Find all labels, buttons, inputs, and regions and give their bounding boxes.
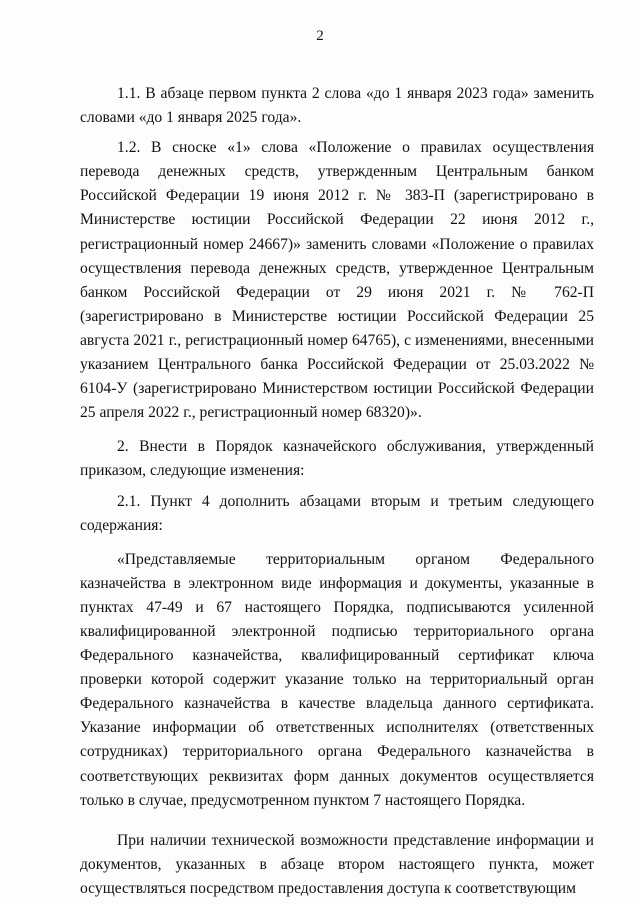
paragraph-technical-access: При наличии технической возможности представление информации и документов, указанных в абзаце втором настоящего пункта, может осуществляться посредством предоставления доступа к соответствующим [80,831,594,897]
paragraph-1-2: 1.2. В сноске «1» слова «Положение о правилах осуществления перевода денежных средств, утвержденным Центральным банком Российской Федерации 19 июня 2012 г. № 383-П (зарегистрировано в Министерстве юстиции Российской Федерации 22 июня 2012 г., регистрационный номер 24667)» заменить словами «Положение о правилах осуществления перевода денежных средств, утвержденное Центральным банком Российской Федерации от 29 июня 2021 г. № 762-П (зарегистрировано в Министерстве юстиции Российской Федерации 25 августа 2021 г., регистрационный номер 64765), с изменениями, внесенными указанием Центрального банка Российской Федерации от 25.03.2022 № 6104-У (зарегистрировано Министерством юстиции Российской Федерации 25 апреля 2022 г., регистрационный номер 68320)». [80,139,594,422]
paragraph-quoted-text: «Представляемые территориальным органом Федерального казначейства в электронном виде информация и документы, указанные в пунктах 47-49 и 67 настоящего Порядка, подписываются усиленной квалифицированной электронной подписью территориального органа Федерального казначейства, квалифицированный сертификат ключа проверки которой содержит указание только на территориальный орган Федерального казначейства в качестве владельца данного сертификата. Указание информации об ответственных исполнителях (ответственных сотрудниках) территориального органа Федерального казначейства в соответствующих реквизитах форм данных документов осуществляется только в случае, предусмотренном пунктом 7 настоящего Порядка. [80,550,594,809]
page-number: 2 [316,28,324,44]
paragraph-1-1: 1.1. В абзаце первом пункта 2 слова «до 1 января 2023 года» заменить словами «до 1 января 2025 года». [80,85,594,127]
paragraph-2: 2. Внести в Порядок казначейского обслуживания, утвержденный приказом, следующие изменения: [80,438,594,480]
paragraph-2-1: 2.1. Пункт 4 дополнить абзацами вторым и третьим следующего содержания: [80,492,594,534]
document-body [80,82,594,901]
